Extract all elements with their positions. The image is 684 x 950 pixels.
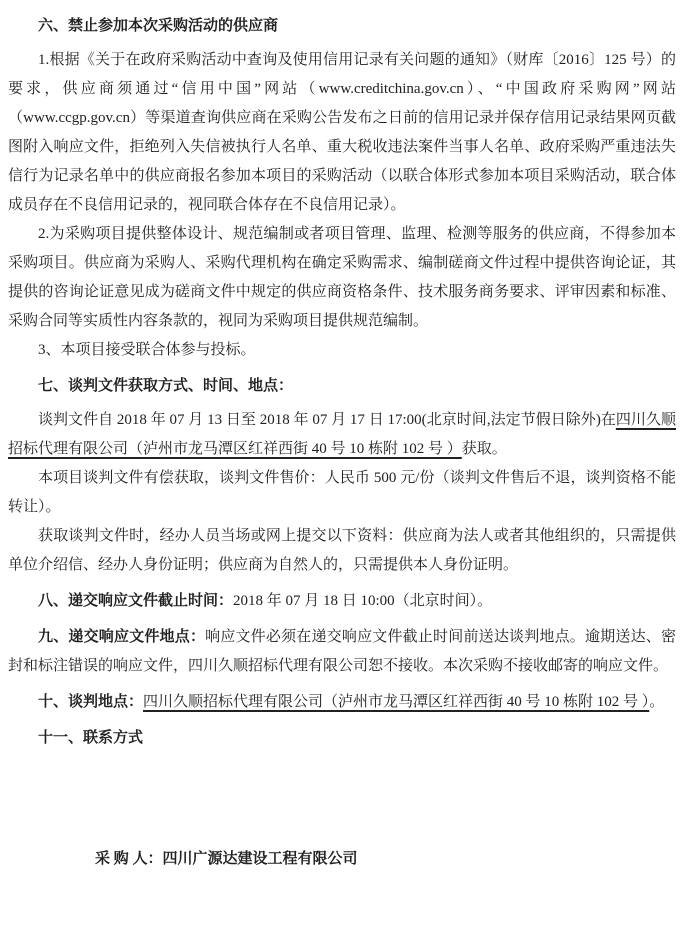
section-6-item-1 — [8, 46, 676, 220]
section-7-para-1 — [8, 406, 676, 464]
text-run: 四川久顺招标代理有限公司（泸州市龙马潭区红祥西街 40 号 10 栋附 102 号 ） — [8, 412, 676, 457]
section-7-para-2 — [8, 464, 676, 522]
text-run: 1.根据《关于在政府采购活动中查询及使用信用记录有关问题的通知》（财库〔2016〕125 号）的要求，供应商须通过“信用中国”网站（www.creditchina.gov.cn）、“中国政府采购网”网站（www.ccgp.gov.cn）等渠道查询供应商在采购公告发布之日前的信用记录并保存信用记录结果网页截图附入响应文件，拒绝列入失信被执行人名单、重大税收违法案件当事人名单、政府采购严重违法失信行为记录名单中的供应商报名参加本项目的采购活动（以联合体形式参加本项目采购活动，联合体成员存在不良信用记录的，视同联合体存在不良信用记录）。 — [8, 52, 676, 213]
text-run: 四川久顺招标代理有限公司（泸州市龙马潭区红祥西街 40 号 10 栋附 102 号 ） — [143, 694, 650, 710]
text-run: 获取谈判文件时，经办人员当场或网上提交以下资料：供应商为法人或者其他组织的，只需提供单位介绍信、经办人身份证明；供应商为自然人的，只需提供本人身份证明。 — [8, 528, 676, 573]
text-run: 2.为采购项目提供整体设计、规范编制或者项目管理、监理、检测等服务的供应商，不得参加本采购项目。供应商为采购人、采购代理机构在确定采购需求、编制磋商文件过程中提供咨询论证，其提供的咨询论证意见成为磋商文件中规定的供应商资格条件、技术服务商务要求、评审因素和标准、采购合同等实质性内容条款的，视同为采购项目提供规范编制。 — [8, 226, 676, 329]
section-11-heading — [8, 724, 676, 753]
text-run: 八、递交响应文件截止时间： — [38, 593, 234, 609]
text-run: 3、本项目接受联合体参与投标。 — [38, 342, 256, 358]
section-6-item-3 — [8, 336, 676, 365]
text-run: 。 — [649, 694, 665, 710]
text-run: 获取。 — [461, 441, 507, 457]
document-body — [8, 12, 676, 874]
text-run: 七、谈判文件获取方式、时间、地点： — [38, 378, 294, 394]
text-run: 九、递交响应文件地点： — [38, 629, 206, 645]
section-10-negotiation-place — [8, 688, 676, 717]
section-7-heading — [8, 372, 676, 401]
section-6-heading — [8, 12, 676, 41]
text-run: 十、谈判地点： — [38, 694, 144, 710]
text-run: 响应文件必须在递交响应文件截止时间前送达谈判地点。逾期送达、密封和标注错误的响应文件，四川久顺招标代理有限公司恕不接收。本次采购不接收邮寄的响应文件。 — [8, 629, 676, 674]
section-8-deadline — [8, 587, 676, 616]
section-6-item-2 — [8, 220, 676, 336]
text-run: 十一、联系方式 — [38, 730, 144, 746]
text-run: 本项目谈判文件有偿获取，谈判文件售价：人民币 500 元/份（谈判文件售后不退，谈判资格不能转让）。 — [8, 470, 676, 515]
text-run: 采 购 人：四川广源达建设工程有限公司 — [95, 851, 358, 867]
purchaser-line — [95, 845, 676, 874]
text-run: 六、禁止参加本次采购活动的供应商 — [38, 18, 279, 34]
text-run: 谈判文件自 2018 年 07 月 13 日至 2018 年 07 月 17 日 17:00(北京时间,法定节假日除外)在 — [38, 412, 616, 428]
section-7-para-3 — [8, 522, 676, 580]
text-run: 2018 年 07 月 18 日 10:00（北京时间）。 — [233, 593, 493, 609]
section-9-submission-place — [8, 623, 676, 681]
